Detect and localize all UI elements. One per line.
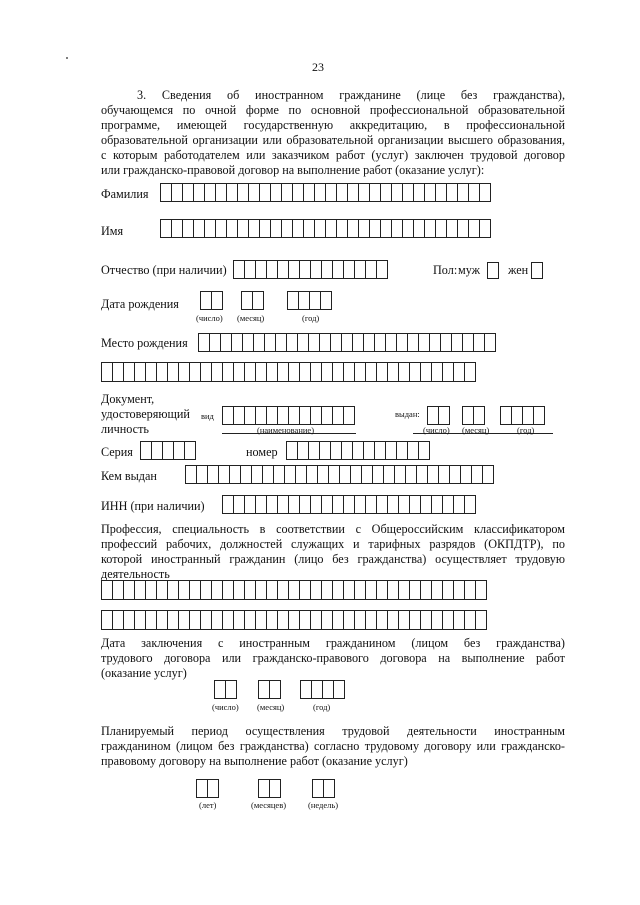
contract-month-cells[interactable] [258,680,280,699]
input-cell[interactable] [484,333,496,352]
profession-line: которой иностранный гражданин (лицо без гражданства) осуществляет трудовую [101,552,565,566]
name-label: Имя [101,224,124,238]
input-cell[interactable] [418,441,430,460]
birth-year-caption: (год) [302,313,320,323]
contract-day-cells[interactable] [214,680,236,699]
birth-place-row2-cells[interactable] [101,362,475,382]
planned-period-line: гражданином (лицом без гражданства) согласно трудовому договору или гражданско- [101,739,565,753]
input-cell[interactable] [184,441,196,460]
birth-day-caption: (число) [196,313,223,323]
document-issued-label: выдан: [395,409,420,419]
input-cell[interactable] [482,465,494,484]
document-month-caption: (месяц) [462,425,490,435]
input-cell[interactable] [475,580,487,600]
intro-line: программе, имеющей государственную аккредитацию, в профессиональной [101,118,565,132]
contract-month-caption: (месяц) [257,702,285,712]
document-kind-caption: (наименование) [257,425,315,435]
document-month-cells[interactable] [462,406,484,425]
sex-male-label: муж [458,263,481,277]
issued-by-cells[interactable] [185,465,493,484]
planned-years-cells[interactable] [196,779,218,798]
input-cell[interactable] [269,779,281,798]
document-label-line1: Документ, [101,392,155,406]
sex-male-checkbox[interactable] [487,262,499,279]
document-kind-label: вид [201,411,214,421]
input-cell[interactable] [473,406,485,425]
surname-label: Фамилия [101,187,149,201]
intro-line: образовательной организации или образовательной организации высшего образования, [101,133,565,147]
planned-months-cells[interactable] [258,779,280,798]
contract-date-line: (оказание услуг) [101,666,187,680]
profession-line: Профессия, специальность в соответствии с Общероссийским классификатором [101,522,565,536]
input-cell[interactable] [211,291,223,310]
document-day-caption: (число) [423,425,450,435]
planned-period-line: Планируемый период осуществления трудовой деятельности иностранным [101,724,565,738]
planned-days-cells[interactable] [312,779,334,798]
document-year-cells[interactable] [500,406,544,425]
document-day-cells[interactable] [427,406,449,425]
issued-by-label: Кем выдан [101,469,157,483]
birth-place-label: Место рождения [101,336,188,350]
document-kind-cells[interactable] [222,406,354,425]
planned-months-caption: (месяцев) [251,800,287,810]
inn-label: ИНН (при наличии) [101,499,205,513]
birth-year-cells[interactable] [287,291,331,310]
input-cell[interactable] [333,680,345,699]
profession-row1-cells[interactable] [101,580,486,600]
input-cell[interactable] [376,260,388,279]
profession-row2-cells[interactable] [101,610,486,630]
patronymic-label: Отчество (при наличии) [101,263,227,277]
number-cells[interactable] [286,441,429,460]
input-cell[interactable] [464,495,476,514]
contract-year-caption: (год) [313,702,331,712]
contract-day-caption: (число) [212,702,239,712]
input-cell[interactable] [252,291,264,310]
intro-line: обучающемся по очной форме по основной профессиональной образовательной [101,103,565,117]
contract-date-line: Дата заключения с иностранным гражданином (лицом без гражданства) [101,636,565,650]
profession-line: профессий рабочих, должностей служащих и тарифных разрядов (ОКПДТР), по [101,537,565,551]
page-number: 23 [312,60,324,74]
input-cell[interactable] [475,610,487,630]
input-cell[interactable] [320,291,332,310]
contract-year-cells[interactable] [300,680,344,699]
sex-female-label: жен [508,263,529,277]
birth-day-cells[interactable] [200,291,222,310]
document-label-line2: удостоверяющий [101,407,190,421]
birth-month-cells[interactable] [241,291,263,310]
document-label-line3: личность [101,422,149,436]
input-cell[interactable] [323,779,335,798]
number-label: номер [246,445,278,459]
inn-cells[interactable] [222,495,475,514]
birth-date-label: Дата рождения [101,297,179,311]
birth-place-row1-cells[interactable] [198,333,495,352]
input-cell[interactable] [438,406,450,425]
document-year-caption: (год) [517,425,535,435]
planned-period-line: правовому договору на выполнение работ (оказание услуг) [101,754,408,768]
intro-line: 3. Сведения об иностранном гражданине (лице без гражданства), [137,88,565,102]
contract-date-line: трудового договора или гражданско-правового договора на выполнение работ [101,651,565,665]
birth-month-caption: (месяц) [237,313,265,323]
input-cell[interactable] [207,779,219,798]
planned-days-caption: (недель) [308,800,339,810]
series-cells[interactable] [140,441,195,460]
input-cell[interactable] [343,406,355,425]
profession-line: деятельность [101,567,170,581]
input-cell[interactable] [533,406,545,425]
sex-female-checkbox[interactable] [531,262,543,279]
patronymic-cells[interactable] [233,260,387,279]
input-cell[interactable] [479,219,491,238]
input-cell[interactable] [269,680,281,699]
input-cell[interactable] [479,183,491,202]
series-label: Серия [101,445,133,459]
surname-cells[interactable] [160,183,490,202]
sex-label: Пол: [433,263,458,277]
input-cell[interactable] [464,362,476,382]
scan-mark [66,57,68,59]
intro-line: или гражданско-правовой договор на выполнение работ (оказание услуг): [101,163,485,177]
planned-years-caption: (лет) [199,800,217,810]
name-cells[interactable] [160,219,490,238]
input-cell[interactable] [225,680,237,699]
intro-line: с которым работодателем или заказчиком работ (услуг) заключен трудовой договор [101,148,565,162]
